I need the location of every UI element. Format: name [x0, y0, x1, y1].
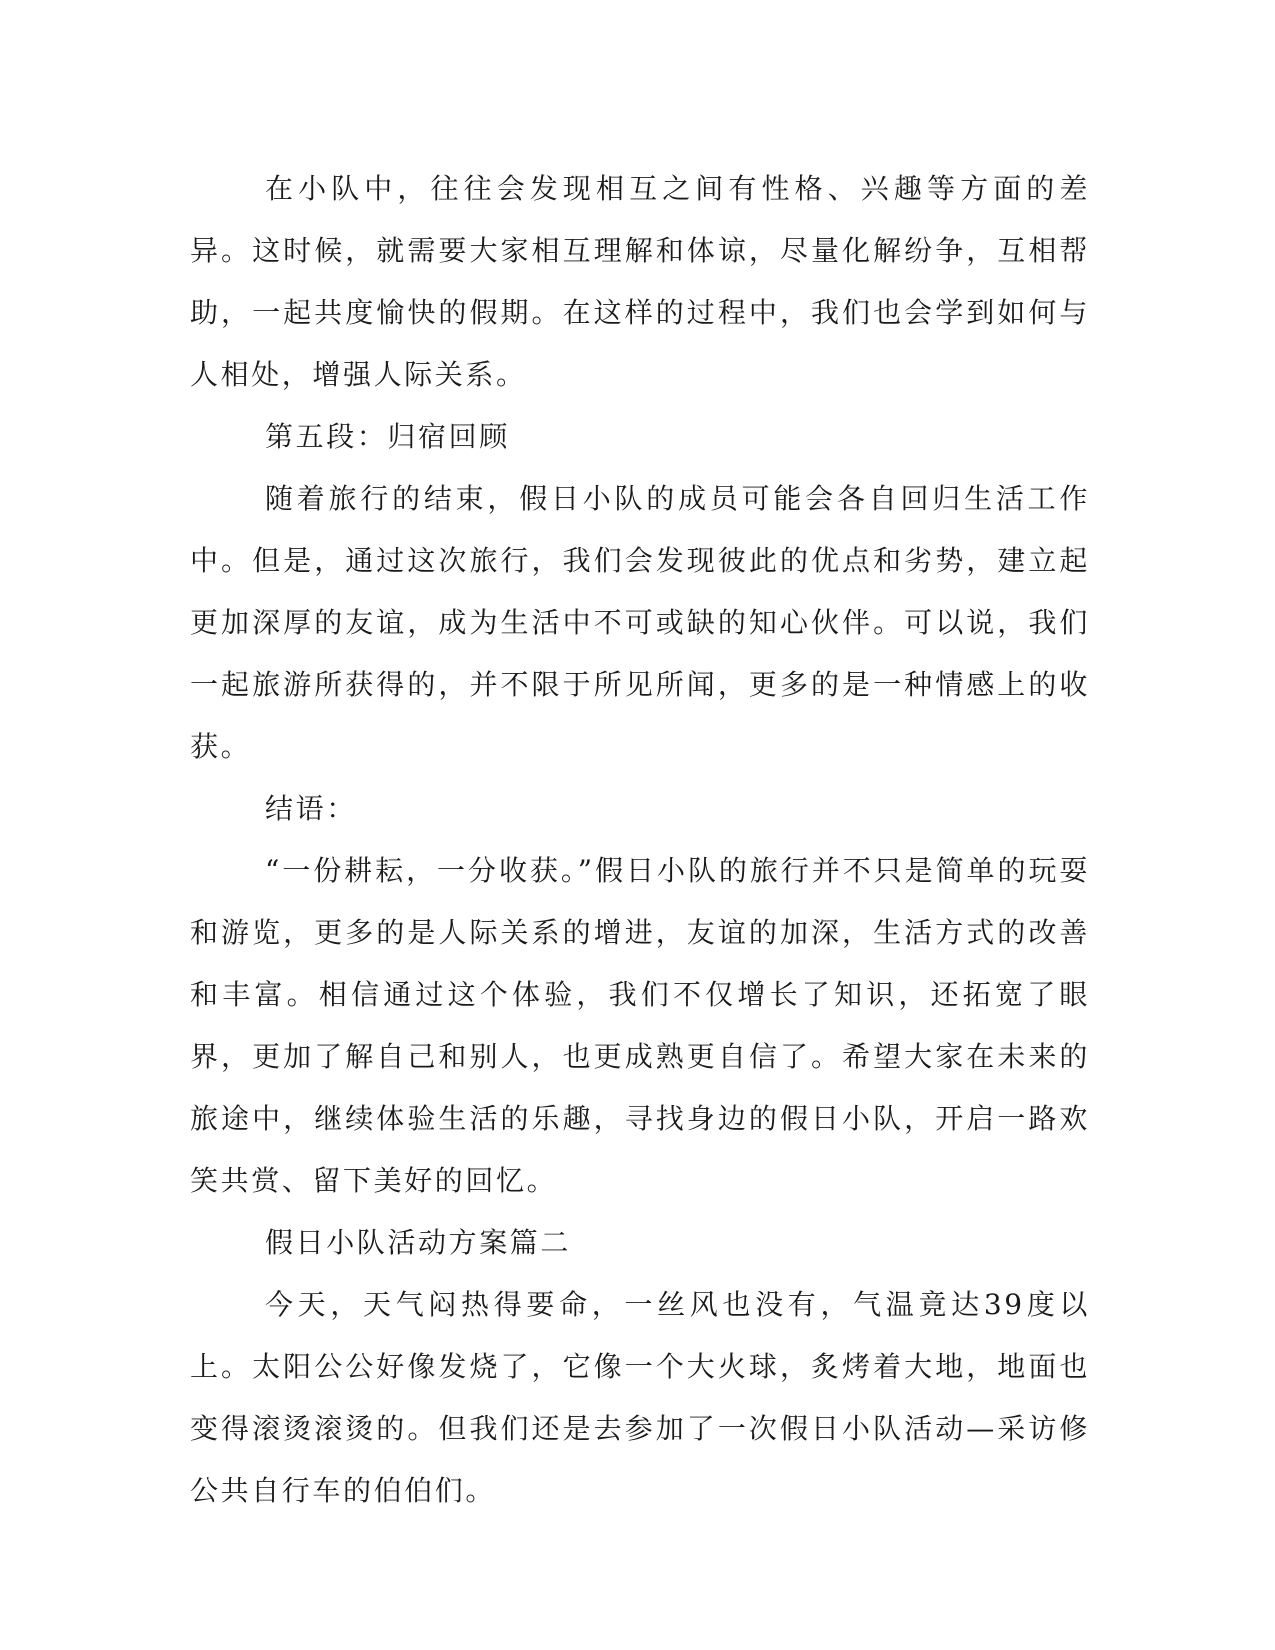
section-heading-return-review: 第五段：归宿回顾	[265, 420, 510, 453]
document-body	[190, 158, 1090, 1522]
paragraph-team-differences: 在小队中，往往会发现相互之间有性格、兴趣等方面的差异。这时候，就需要大家相互理解和体谅，尽量化解纷争，互相帮助，一起共度愉快的假期。在这样的过程中，我们也会学到如何与人相处，增强人际关系。	[190, 172, 1090, 391]
paragraph-weather-interview: 今天，天气闷热得要命，一丝风也没有，气温竟达39度以上。太阳公公好像发烧了，它像一个大火球，炙烤着大地，地面也变得滚烫滚烫的。但我们还是去参加了一次假日小队活动—采访修公共自行车的伯伯们。	[190, 1288, 1090, 1507]
paragraph-conclusion: “一份耕耘，一分收获。”假日小队的旅行并不只是简单的玩耍和游览，更多的是人际关系的增进，友谊的加深，生活方式的改善和丰富。相信通过这个体验，我们不仅增长了知识，还拓宽了眼界，更加了解自己和别人，也更成熟更自信了。希望大家在未来的旅途中，继续体验生活的乐趣，寻找身边的假日小队，开启一路欢笑共赏、留下美好的回忆。	[190, 854, 1090, 1197]
article-title-part-two: 假日小队活动方案篇二	[265, 1226, 572, 1259]
paragraph-return-review: 随着旅行的结束，假日小队的成员可能会各自回归生活工作中。但是，通过这次旅行，我们会发现彼此的优点和劣势，建立起更加深厚的友谊，成为生活中不可或缺的知心伙伴。可以说，我们一起旅游所获得的，并不限于所见所闻，更多的是一种情感上的收获。	[190, 482, 1090, 763]
section-heading-conclusion: 结语：	[265, 792, 357, 825]
